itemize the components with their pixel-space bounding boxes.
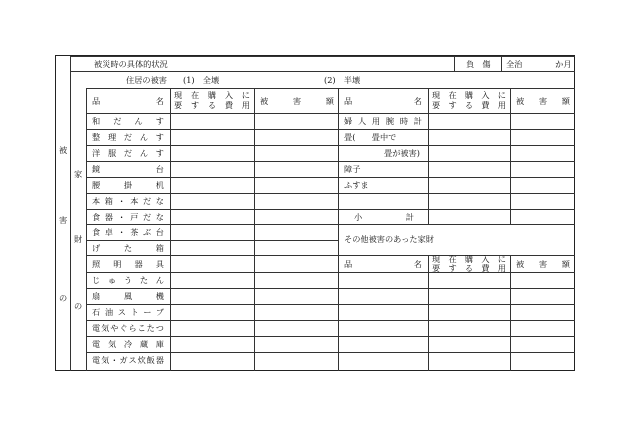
header-damage: 被害額 — [260, 96, 334, 106]
sub-label: の — [74, 301, 83, 311]
list-item: 和だんす — [92, 116, 164, 126]
sub-label: 家 — [74, 169, 83, 179]
list-item: 婦人用腕時計 — [344, 116, 422, 126]
rule — [70, 56, 71, 371]
rule — [86, 177, 575, 178]
header-price: 現在購入に — [432, 254, 506, 264]
header-price: 要する費用 — [174, 100, 250, 110]
rule — [86, 161, 575, 162]
rule — [86, 320, 575, 321]
header-item: 品 名 — [344, 259, 422, 269]
list-item: 扇風機 — [92, 291, 164, 301]
list-item: 本箱・本だな — [92, 196, 164, 206]
side-label: 被 — [59, 145, 68, 155]
header-item: 品 名 — [344, 96, 422, 106]
rule — [86, 336, 575, 337]
header-price: 現在購入に — [432, 90, 506, 100]
header-price: 要する費用 — [432, 263, 506, 273]
option-half-collapse: (2) 半壊 — [324, 75, 361, 85]
rule — [254, 88, 255, 371]
rule — [86, 240, 338, 241]
rule — [428, 88, 429, 225]
rule — [86, 113, 575, 114]
list-item: 食卓・茶ぶ台 — [92, 227, 164, 237]
header-price: 要する費用 — [432, 100, 506, 110]
list-item: じゅうたん — [92, 275, 164, 285]
rule — [86, 224, 575, 225]
situation-label: 被災時の具体的状況 — [94, 59, 168, 69]
rule — [86, 193, 575, 194]
list-item: 畳( 畳中で — [344, 132, 397, 142]
list-item: げた箱 — [92, 243, 164, 253]
rule — [86, 209, 575, 210]
rule — [86, 145, 575, 146]
rule — [454, 56, 455, 71]
rule — [86, 304, 575, 305]
dwelling-damage-label: 住居の被害 — [126, 75, 167, 85]
rule — [86, 288, 575, 289]
rule — [510, 255, 511, 371]
header-price: 現在購入に — [174, 90, 250, 100]
list-item: 障子 — [344, 164, 361, 174]
rule — [86, 88, 575, 89]
list-item: 照明器具 — [92, 259, 164, 269]
rule — [86, 129, 575, 130]
rule — [70, 71, 575, 72]
rule — [86, 88, 87, 371]
list-item: 電気やぐらこたつ — [92, 323, 164, 333]
injury-duration: 全治 か月 — [506, 59, 572, 69]
list-item: 電気冷蔵庫 — [92, 339, 164, 349]
list-item: 食器・戸だな — [92, 212, 164, 222]
rule — [501, 56, 502, 71]
rule — [70, 56, 575, 57]
list-item: 整理だんす — [92, 132, 164, 142]
sub-label: 財 — [74, 234, 83, 244]
list-item: 腰掛机 — [92, 180, 164, 190]
rule — [428, 255, 429, 371]
other-items-label: その他被害のあった家財 — [344, 234, 434, 244]
list-item: 石油ストーブ — [92, 307, 164, 317]
header-damage: 被害額 — [516, 96, 570, 106]
option-total-collapse: (1) 全壊 — [183, 75, 220, 85]
side-label: 害 — [59, 215, 68, 225]
list-item: 電気・ガス炊飯器 — [92, 355, 164, 365]
header-item: 品 名 — [92, 96, 164, 106]
list-item: 洋服だんす — [92, 148, 164, 158]
rule — [510, 88, 511, 225]
side-label: の — [59, 293, 68, 303]
rule — [338, 88, 339, 371]
list-item: ふすま — [344, 180, 369, 190]
list-item: 鏡台 — [92, 164, 164, 174]
rule — [170, 88, 171, 371]
rule — [86, 352, 575, 353]
header-damage: 被害額 — [516, 259, 570, 269]
injury-label: 負 傷 — [466, 59, 491, 69]
subtotal-label: 小計 — [354, 212, 414, 222]
list-item: 畳が被害) — [384, 148, 420, 158]
damage-form — [55, 55, 575, 371]
